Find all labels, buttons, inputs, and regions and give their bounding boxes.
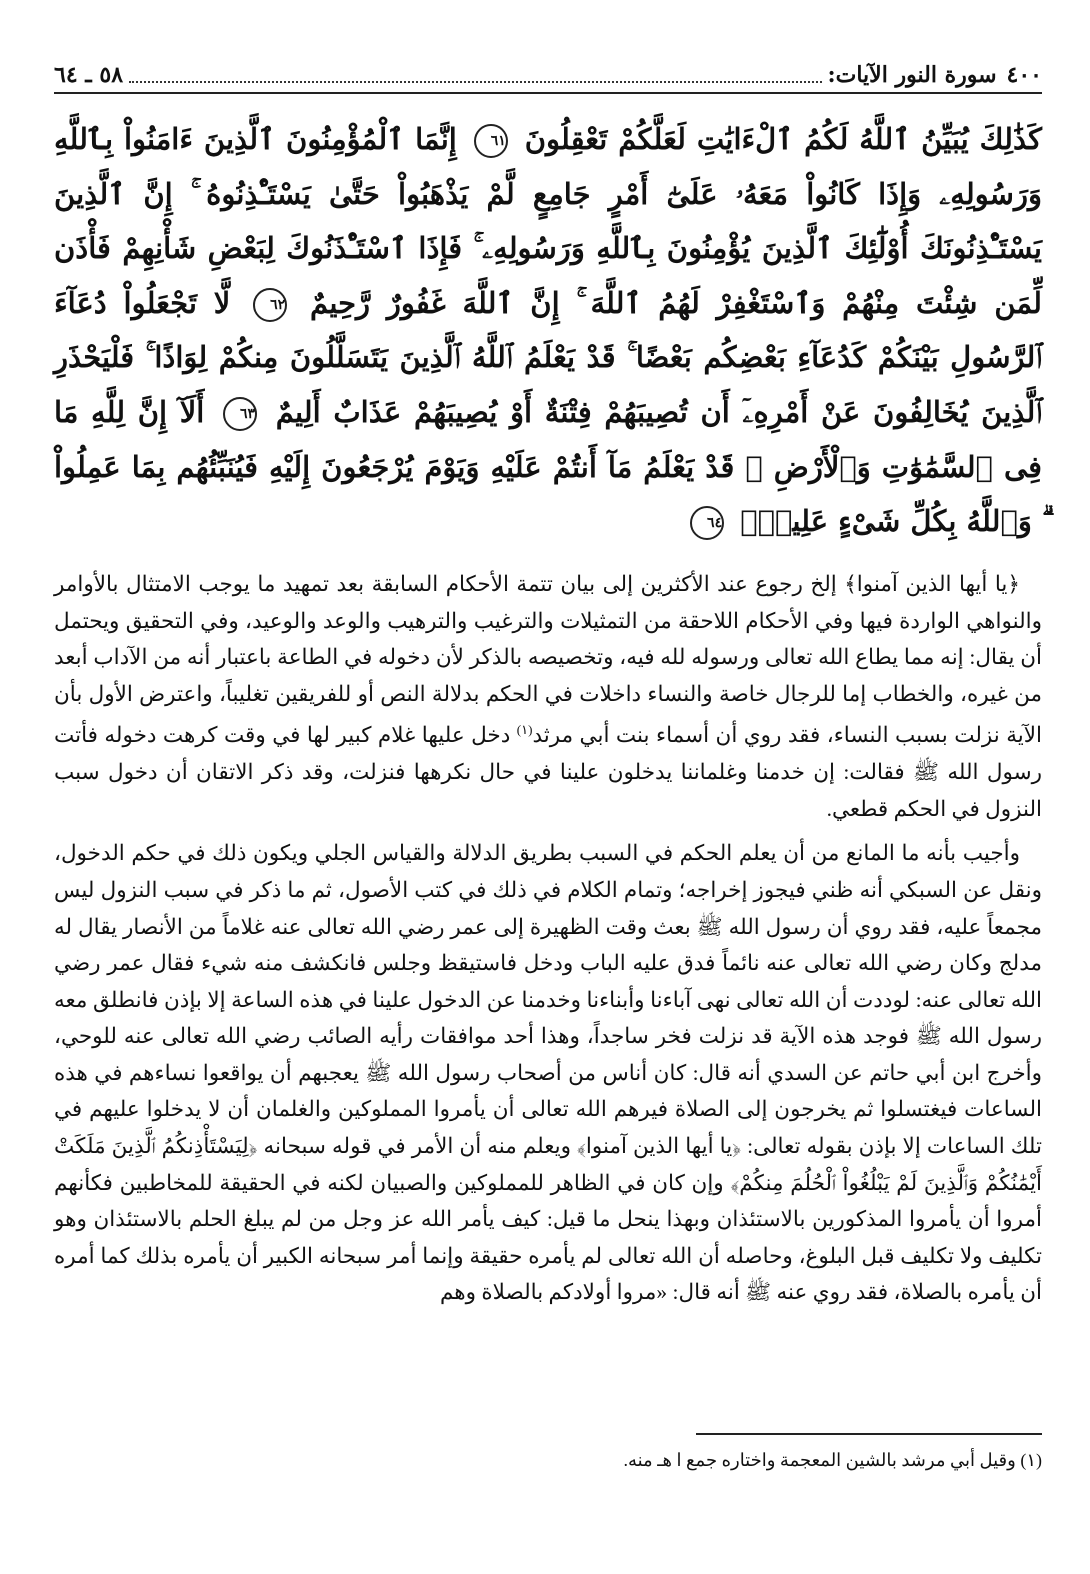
- commentary-text: وأجيب بأنه ما المانع من أن يعلم الحكم في السبب بطريق الدلالة والقياس الجلي ويكون ذلك في حكم الدخول، ونقل عن السبكي أنه ظني فيجوز إخراجه؛ وتمام الكلام في ذلك في كتب الأصول، ثم ما ذكر في سبب النزول ليس مجمعاً عليه، فقد روي أن رسول الله ﷺ بعث وقت الظهيرة إلى عمر رضي الله تعالى عنه غلاماً من الأنصار يقال له مدلج وكان رضي الله تعالى عنه نائماً فدق عليه الباب ودخل فاستيقظ وجلس فانكشف منه شيء فقال عمر رضي الله تعالى عنه: لوددت أن الله تعالى نهى آباءنا وأبناءنا وخدمنا عن الدخول علينا في هذه الساعة إلا بإذن فانطلق معه رسول الله ﷺ فوجد هذه الآية قد نزلت فخر ساجداً، وهذا أحد موافقات رأيه الصائب رضي الله تعالى عنه للوحي، وأخرج ابن أبي حاتم عن السدي أنه قال: كان أناس من أصحاب رسول الله ﷺ يعجبهم أن يواقعوا نساءهم في هذه الساعات فيغتسلوا ثم يخرجون إلى الصلاة فيرهم الله تعالى أن يأمروا المملوكين والغلمان أن لا يدخلوا عليهم في تلك الساعات إلا بإذن بقوله تعالى: ﴿يا أيها الذين آمنوا﴾ ويعلم منه أن الأمر في قوله سبحانه ﴿لِيَسْتَأْذِنكُمُ ٱلَّذِينَ مَلَكَتْ أَيْمَٰنُكُمْ وَٱلَّذِينَ لَمْ يَبْلُغُواْ ٱلْحُلُمَ مِنكُمْ﴾ وإن كان في الظاهر للمملوكين والصبيان لكنه في الحقيقة للمخاطبين فكأنهم أمروا أن يأمروا المذكورين بالاستئذان وبهذا ينحل ما قيل: كيف يأمر الله عز وجل من لم يبلغ الحلم بالاستئذان وهو تكليف ولا تكليف قبل البلوغ، وحاصله أن الله تعالى لم يأمره حقيقة وإنما أمر سبحانه الكبير أن يأمره بذلك كما أمره أن يأمره بالصلاة، فقد روي عنه ﷺ أنه قال: «مروا أولادكم بالصلاة وهم: [54, 841, 1042, 1305]
- verse-text: لَّا تَجْعَلُواْ دُعَآءَ ٱلرَّسُولِ بَيْنَكُمْ كَدُعَآءِ بَعْضِكُم بَعْضًا ۚ قَدْ يَعْلَمُ ٱللَّهُ ٱلَّذِينَ يَتَسَلَّلُونَ مِنكُمْ لِوَاذًا ۚ فَلْيَحْذَرِ ٱلَّذِينَ يُخَالِفُونَ عَنْ أَمْرِهِۦٓ أَن تُصِيبَهُمْ فِتْنَةٌ أَوْ يُصِيبَهُمْ عَذَابٌ أَلِيمٌ: [54, 285, 1042, 429]
- ayah-number-marker: ٦٢: [253, 288, 287, 322]
- page-header: [54, 58, 1042, 92]
- verse-text: كَذَٰلِكَ يُبَيِّنُ ٱللَّهُ لَكُمُ ٱلْءَايَٰتِ لَعَلَّكُمْ تَعْقِلُونَ: [524, 122, 1042, 156]
- quran-verses: [54, 112, 1042, 549]
- footnote: (١) وقيل أبي مرشد بالشين المعجمة واختاره جمع ا هـ منه.: [623, 1450, 1042, 1470]
- surah-title: سورة النور الآيات:: [827, 62, 997, 88]
- footnote-divider: [696, 1433, 1042, 1435]
- ayah-number-marker: ٦١: [474, 124, 508, 158]
- commentary-text: دخل عليها غلام كبير لها في وقت كرهت دخوله فأتت رسول الله ﷺ فقالت: إن خدمنا وغلماننا يدخلون علينا في حال نكرهها فنزلت، وقد ذكر الاتقان أن دخول سبب النزول في الحكم قطعي.: [54, 723, 1042, 821]
- footnote-reference[interactable]: (١): [516, 722, 533, 738]
- verse-text: أَلَآ إِنَّ لِلَّهِ مَا فِى ٱلسَّمَٰوَٰتِ وَٱلْأَرْضِ ۖ قَدْ يَعْلَمُ مَآ أَنتُمْ عَلَيْهِ وَيَوْمَ يُرْجَعُونَ إِلَيْهِ فَيُنَبِّئُهُم بِمَا عَمِلُواْ ۗ وَٱللَّهُ بِكُلِّ شَىْءٍ عَلِيمٌۢ: [54, 394, 1042, 539]
- ayah-number-marker: ٦٤: [690, 506, 724, 540]
- header-leader-dots: [129, 67, 821, 83]
- commentary-body: [54, 566, 1042, 1319]
- page-number: ٤٠٠: [1006, 62, 1042, 88]
- commentary-paragraph: [54, 566, 1042, 827]
- header-rule: [54, 92, 1042, 94]
- verse-range: ٥٨ ـ ٦٤: [54, 62, 124, 88]
- verse-text: إِنَّمَا ٱلْمُؤْمِنُونَ ٱلَّذِينَ ءَامَنُواْ بِٱللَّهِ وَرَسُولِهِۦ وَإِذَا كَانُواْ مَعَهُۥ عَلَىٰٓ أَمْرٍ جَامِعٍ لَّمْ يَذْهَبُواْ حَتَّىٰ يَسْتَـْٔذِنُوهُ ۚ إِنَّ ٱلَّذِينَ يَسْتَـْٔذِنُونَكَ أُوْلَٰٓئِكَ ٱلَّذِينَ يُؤْمِنُونَ بِٱللَّهِ وَرَسُولِهِۦ ۚ فَإِذَا ٱسْتَـْٔذَنُوكَ لِبَعْضِ شَأْنِهِمْ فَأْذَن لِّمَن شِئْتَ مِنْهُمْ وَٱسْتَغْفِرْ لَهُمُ ٱللَّهَ ۚ إِنَّ ٱللَّهَ غَفُورٌ رَّحِيمٌ: [54, 122, 1042, 320]
- commentary-text: ﴿يا أيها الذين آمنوا﴾ إلخ رجوع عند الأكثرين إلى بيان تتمة الأحكام السابقة بعد تمهيد ما يوجب الامتثال بالأوامر والنواهي الواردة فيها وفي الأحكام اللاحقة من التمثيلات والترغيب والترهيب والوعد والوعيد، وفي التحقيق ويحتمل أن يقال: إنه مما يطاع الله تعالى ورسوله لله فيه، وتخصيصه بالذكر لأن دخوله في الطاعة باعتبار أنه من الآداب أبعد من غيره، والخطاب إما للرجال خاصة والنساء داخلات في الحكم بدلالة النص أو للفريقين تغليباً، واعترض الأول بأن الآية نزلت بسبب النساء، فقد روي أن أسماء بنت أبي مرثد: [54, 572, 1042, 748]
- commentary-paragraph: [54, 835, 1042, 1311]
- ayah-number-marker: ٦٣: [223, 397, 257, 431]
